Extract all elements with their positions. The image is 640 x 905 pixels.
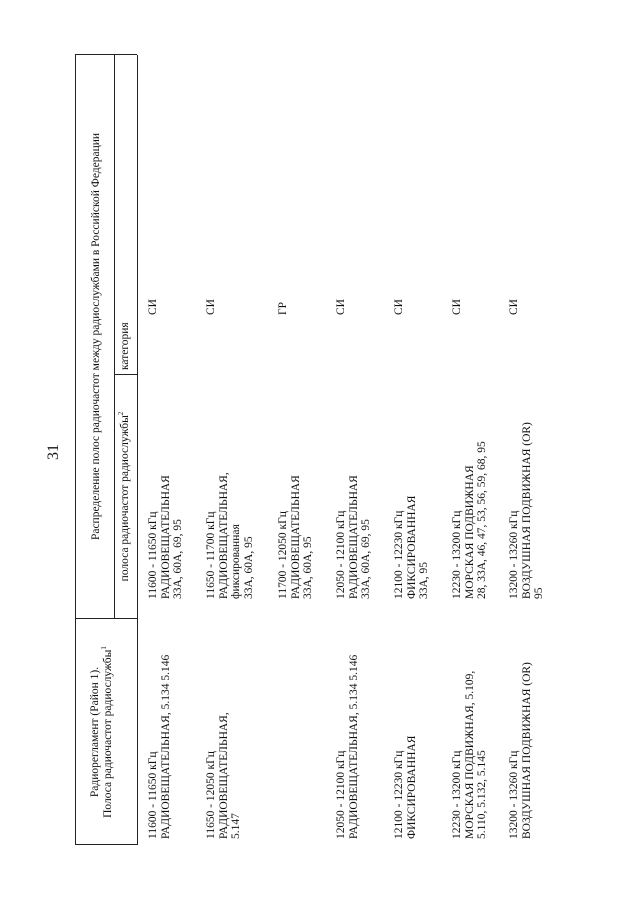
header-bottom-rule [137, 55, 138, 845]
row-6-category-cell: СИ [508, 299, 520, 315]
row-6-band-cell: 13200 - 13260 кГц ВОЗДУШНАЯ ПОДВИЖНАЯ (OR) 95 [508, 422, 545, 599]
row-5-category-cell: СИ [451, 299, 463, 315]
right-header: Распределение полос радиочастот между радиослужбами в Российской Федерации [90, 132, 102, 541]
row-5-band-cell: 12230 - 13200 кГц МОРСКАЯ ПОДВИЖНАЯ 28, 33А, 46, 47, 53, 56, 59, 68, 95 [451, 441, 488, 599]
row-2b-category-cell: ГР [277, 301, 289, 315]
band-column-header: полоса радиочастот радиослужбы$^2$ [117, 411, 131, 582]
row-1-category-cell: СИ [147, 299, 159, 315]
row-1-left-cell: 11600 - 11650 кГц РАДИОВЕЩАТЕЛЬНАЯ, 5.134 5.146 [147, 654, 172, 839]
allocation-table [75, 55, 605, 845]
row-2-left-cell: 11650 - 12050 кГц РАДИОВЕЩАТЕЛЬНАЯ, 5.147 [205, 712, 242, 839]
row-2b-band-cell: 11700 - 12050 кГц РАДИОВЕЩАТЕЛЬНАЯ 33А, 60А, 95 [277, 475, 314, 599]
category-column-header: категория [119, 322, 131, 370]
row-4-band-cell: 12100 - 12230 кГц ФИКСИРОВАННАЯ 33А, 95 [393, 495, 430, 599]
row-4-category-cell: СИ [393, 299, 405, 315]
left-header: Радиорегламент (Район 1). Полоса радиочастот радиослужбы$^1$ [89, 646, 114, 818]
row-1-band-cell: 11600 - 11650 кГц РАДИОВЕЩАТЕЛЬНАЯ 33А, 60А, 69, 95 [147, 475, 184, 599]
row-2a-band-cell: 11650 - 11700 кГц РАДИОВЕЩАТЕЛЬНАЯ, фиксированная 33А, 60А, 95 [205, 472, 255, 599]
row-5-left-cell: 12230 - 13200 кГц МОРСКАЯ ПОДВИЖНАЯ, 5.109, 5.110, 5.132, 5.145 [451, 670, 488, 839]
row-3-band-cell: 12050 - 12100 кГц РАДИОВЕЩАТЕЛЬНАЯ 33А, 60А, 69, 95 [335, 475, 372, 599]
table-top-rule [75, 55, 76, 845]
row-6-left-cell: 13200 - 13260 кГц ВОЗДУШНАЯ ПОДВИЖНАЯ (OR) [508, 662, 533, 839]
header-right-rule [75, 54, 137, 55]
row-3-category-cell: СИ [335, 299, 347, 315]
page-number: 31 [45, 444, 62, 460]
row-2a-category-cell: СИ [205, 299, 217, 315]
row-3-left-cell: 12050 - 12100 кГц РАДИОВЕЩАТЕЛЬНАЯ, 5.134 5.146 [335, 654, 360, 839]
subheader-rule [114, 55, 115, 618]
row-4-left-cell: 12100 - 12230 кГц ФИКСИРОВАННАЯ [393, 735, 418, 839]
